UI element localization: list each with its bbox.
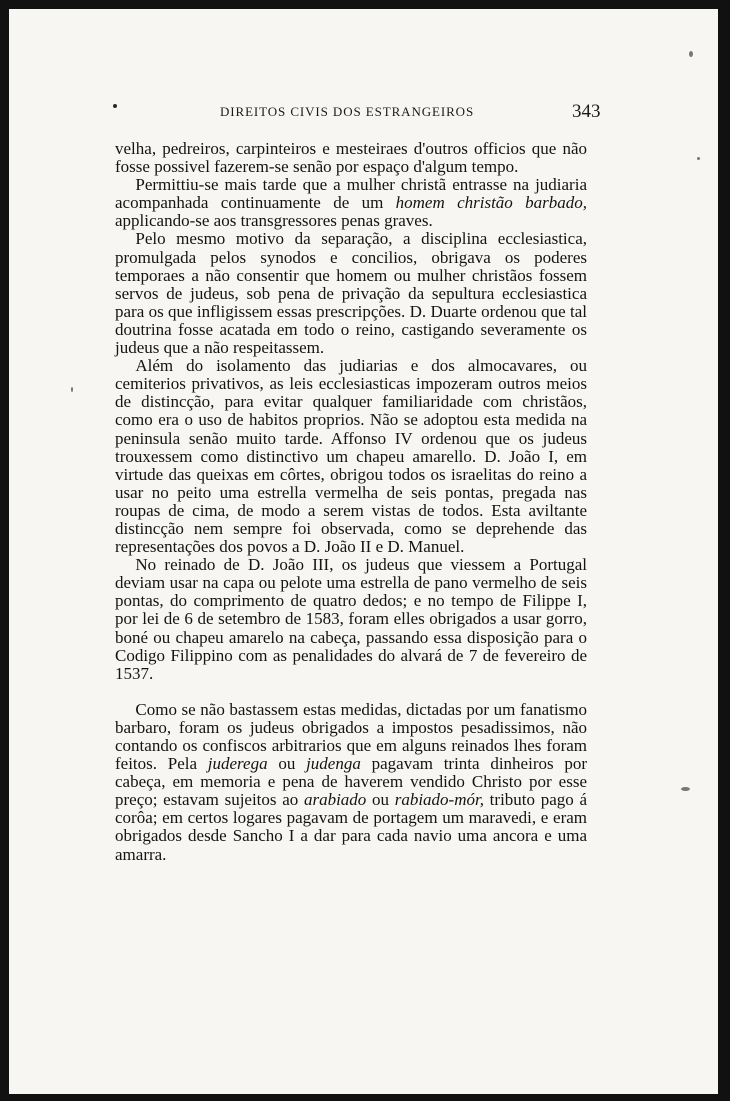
paper-speck <box>681 787 690 791</box>
paragraph-2-text-a: Permittiu-se mais tarde que a mulher christã entrasse na judiaria acompanhada continuamente de um <box>115 175 587 213</box>
running-head: DIREITOS CIVIS DOS ESTRANGEIROS <box>220 104 475 119</box>
paragraph-6-text-i: tributo pago á corôa; em certos logares pagavam de portagem um maravedi, e eram obrigados desde Sancho I a dar para cada navio uma ancora e uma amarra. <box>115 790 588 864</box>
paragraph-4: Além do isolamento das judiarias e dos almocavares, ou cemiterios privativos, as leis ecclesiasticas impozeram outros meios de distincção, para evitar qualquer familiaridade com christãos, como era o uso de habitos proprios. Não se adoptou esta medida na peninsula senão muito tarde. Affonso IV ordenou que os judeus trouxessem como distinctivo um chapeu amarello. D. João I, em virtude das queixas em côrtes, obrigou todos os israelitas do reino a usar no peito uma estrella vermelha de seis pontas, pregada nas roupas de cima, de modo a serem vistas de todos. Esta aviltante distincção nem sempre foi observada, como se deprehende das representações dos povos a D. João II e D. Manuel. <box>115 356 587 557</box>
paper-speck <box>697 157 700 160</box>
paragraph-6-italic-rabiado-mor: rabiado-mór, <box>394 790 484 810</box>
paragraph-2-italic: homem christão barbado, <box>395 193 587 213</box>
paragraph-6-italic-arabiado: arabiado <box>303 790 367 810</box>
paragraph-6-italic-judenga: judenga <box>306 754 361 774</box>
paragraph-2-text-c: applicando-se aos transgressores penas graves. <box>115 211 433 231</box>
paragraph-2 <box>115 176 587 230</box>
paper-speck <box>689 51 693 57</box>
paragraph-6-text-a: Como se não bastassem estas medidas, dictadas por um fanatismo barbaro, foram os judeus obrigados a impostos pesadissimos, não contando os confiscos arbitrarios que em alguns reinados lhes foram feitos. Pela <box>115 699 587 774</box>
paragraph-6-text-e: pagavam trinta dinheiros por cabeça, em memoria e pena de haverem vendido Christo por esse preço; estavam sujeitos ao <box>115 754 587 810</box>
print-mark <box>113 104 117 108</box>
paragraph-5: No reinado de D. João III, os judeus que viessem a Portugal deviam usar na capa ou pelote uma estrella de pano vermelho de seis pontas, do comprimento de quatro dedos; e no tempo de Filippe I, por lei de 6 de setembro de 1583, foram elles obrigados a usar gorro, boné ou chapeu amarelo na cabeça, passando essa disposição para o Codigo Filippino com as penalidades do alvará de 7 de fevereiro de 1537. <box>115 555 587 683</box>
paragraph-6-text-g: ou <box>366 790 395 810</box>
paper-speck <box>71 387 73 392</box>
page-number: 343 <box>572 101 601 122</box>
body-text <box>115 140 587 864</box>
paragraph-6-italic-juderega: juderega <box>207 754 268 774</box>
book-page <box>9 9 718 1094</box>
paragraph-1: velha, pedreiros, carpinteiros e mesteiraes d'outros officios que não fosse possivel fazerem-se senão por espaço d'algum tempo. <box>115 139 587 177</box>
paragraph-3: Pelo mesmo motivo da separação, a disciplina ecclesiastica, promulgada pelos synodos e concilios, obrigava os poderes temporaes a não consentir que homem ou mulher christãos fossem servos de judeus, sob pena de privação da sepultura ecclesiastica para os que infligissem essas prescripções. D. Duarte ordenou que tal doutrina fosse acatada em todo o reino, castigando severamente os judeus que a não respeitassem. <box>115 229 587 358</box>
paragraph-6 <box>115 701 587 864</box>
paragraph-6-text-c: ou <box>267 754 307 774</box>
